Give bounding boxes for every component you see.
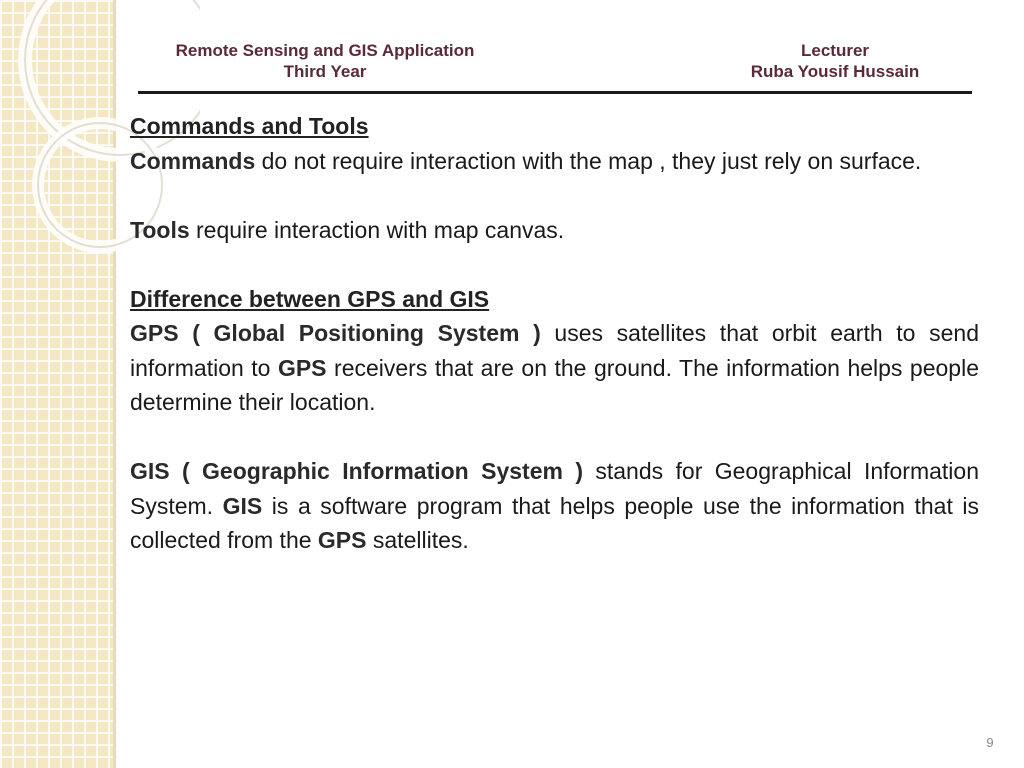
page-number: 9 — [986, 735, 994, 750]
gis-text-end: satellites. — [372, 527, 469, 553]
lecturer-label: Lecturer — [800, 41, 870, 60]
gps-inline-term: GPS — [317, 527, 367, 553]
gps-text-continued: receivers that are on the ground. The information helps people determine their location. — [130, 354, 979, 415]
tools-paragraph — [130, 213, 979, 248]
commands-text: do not require interaction with the map , they just rely on surface. — [261, 147, 922, 174]
gps-paragraph — [130, 316, 979, 420]
heading-text: Commands and Tools — [130, 113, 369, 139]
header-divider — [138, 91, 972, 94]
gps-inline-term: GPS — [277, 354, 327, 381]
section-heading-commands-tools — [130, 109, 979, 144]
commands-paragraph — [130, 144, 979, 179]
tools-text: require interaction with map canvas. — [196, 216, 565, 243]
course-title: Remote Sensing and GIS Application — [175, 41, 475, 60]
gps-text: uses satellites that orbit earth to send information to — [130, 320, 980, 381]
gps-term: GPS ( Global Positioning System ) — [130, 320, 541, 346]
section-heading-gps-gis — [130, 282, 979, 317]
lecturer-name: Ruba Yousif Hussain — [750, 62, 920, 81]
slide-content — [130, 109, 979, 558]
gis-inline-term: GIS — [222, 492, 263, 519]
gis-term: GIS ( Geographic Information System ) — [130, 458, 583, 484]
course-header — [140, 40, 510, 82]
heading-text: Difference between GPS and GIS — [130, 285, 490, 312]
gis-text: stands for Geographical Information System. — [130, 458, 979, 519]
gis-text-continued: is a software program that helps people use the information that is collected from the — [130, 492, 979, 553]
lecturer-header — [700, 40, 970, 82]
course-year: Third Year — [283, 62, 367, 81]
gis-paragraph — [130, 454, 979, 558]
commands-term: Commands — [130, 147, 256, 174]
tools-term: Tools — [130, 216, 190, 243]
